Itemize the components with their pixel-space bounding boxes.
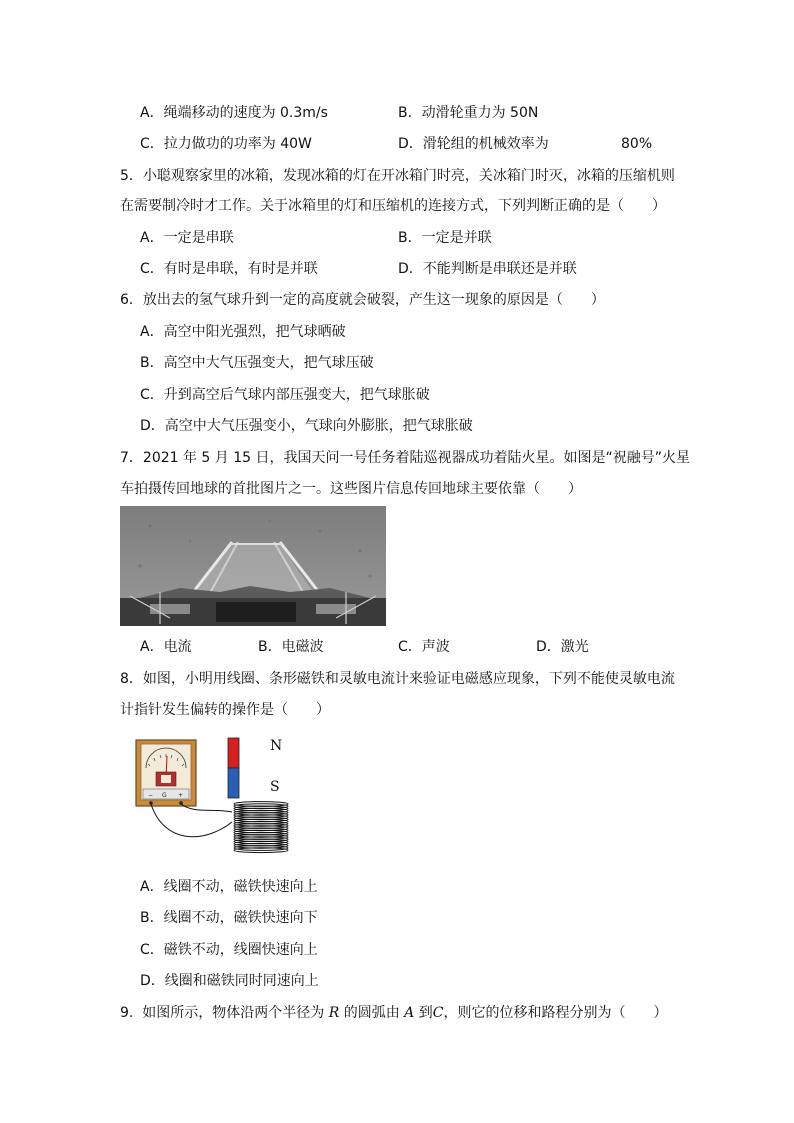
q8-option-a: A．线圈不动，磁铁快速向上: [140, 879, 318, 895]
magnet-n-label: N: [270, 738, 283, 754]
q8-option-b: B．线圈不动，磁铁快速向下: [140, 910, 318, 926]
svg-text:−: −: [148, 792, 154, 799]
q4-option-b: B．动滑轮重力为 50N: [398, 105, 539, 121]
q7-option-a: A．电流: [140, 639, 192, 655]
svg-text:G: G: [162, 792, 167, 799]
svg-text:+: +: [178, 792, 184, 799]
q5-option-c: C．有时是串联，有时是并联: [140, 261, 318, 277]
q9-stem: 9. 如图所示，物体沿两个半径为 R 的圆弧由 A 到C，则它的位移和路程分别为（ ）: [120, 1005, 668, 1021]
q4-option-d-value: 80%: [621, 136, 653, 152]
q5-option-b: B．一定是并联: [398, 230, 492, 246]
q5-stem-line1: 5．小聪观察家里的冰箱，发现冰箱的灯在开冰箱门时亮，关冰箱门时灭，冰箱的压缩机则: [120, 168, 675, 184]
q5-stem-line2: 在需要制冷时才工作。关于冰箱里的灯和压缩机的连接方式，下列判断正确的是（ ）: [120, 198, 666, 214]
q7-option-d: D．激光: [536, 639, 589, 655]
q7-stem-line2: 车拍摄传回地球的首批图片之一。这些图片信息传回地球主要依靠（ ）: [120, 481, 582, 497]
q9-var-r: R: [328, 1005, 340, 1021]
q5-option-d: D．不能判断是串联还是并联: [398, 261, 577, 277]
q8-option-c: C．磁铁不动，线圈快速向上: [140, 942, 318, 958]
q6-option-c: C．升到高空后气球内部压强变大，把气球胀破: [140, 387, 430, 403]
q8-stem-line2: 计指针发生偏转的操作是（ ）: [120, 702, 330, 718]
q8-option-d: D．线圈和磁铁同时同速向上: [140, 973, 319, 989]
q8-stem-line1: 8．如图，小明用线圈、条形磁铁和灵敏电流计来验证电磁感应现象，下列不能使灵敏电流: [120, 671, 675, 687]
q4-option-a: A．绳端移动的速度为 0.3m/s: [140, 105, 328, 121]
q6-option-d: D．高空中大气压强变小，气球向外膨胀，把气球胀破: [140, 418, 473, 434]
q4-option-d: D．滑轮组的机械效率为: [398, 136, 549, 152]
q5-option-a: A．一定是串联: [140, 230, 234, 246]
q7-option-b: B．电磁波: [258, 639, 324, 655]
q6-option-b: B．高空中大气压强变大，把气球压破: [140, 355, 374, 371]
q9-var-a: A: [404, 1005, 415, 1021]
q7-option-c: C．声波: [398, 639, 450, 655]
q4-option-c: C．拉力做功的功率为 40W: [140, 136, 312, 152]
q9-number: 9.: [120, 1005, 134, 1021]
q6-option-a: A．高空中阳光强烈，把气球晒破: [140, 324, 346, 340]
magnet-s-label: S: [270, 779, 280, 795]
q7-stem-line1: 7．2021 年 5 月 15 日，我国天问一号任务着陆巡视器成功着陆火星。如图是“祝融号”火星: [120, 450, 691, 466]
q6-stem: 6．放出去的氢气球升到一定的高度就会破裂，产生这一现象的原因是（ ）: [120, 292, 605, 308]
q9-var-c: C: [432, 1005, 444, 1021]
mars-rover-photo: [120, 506, 386, 626]
